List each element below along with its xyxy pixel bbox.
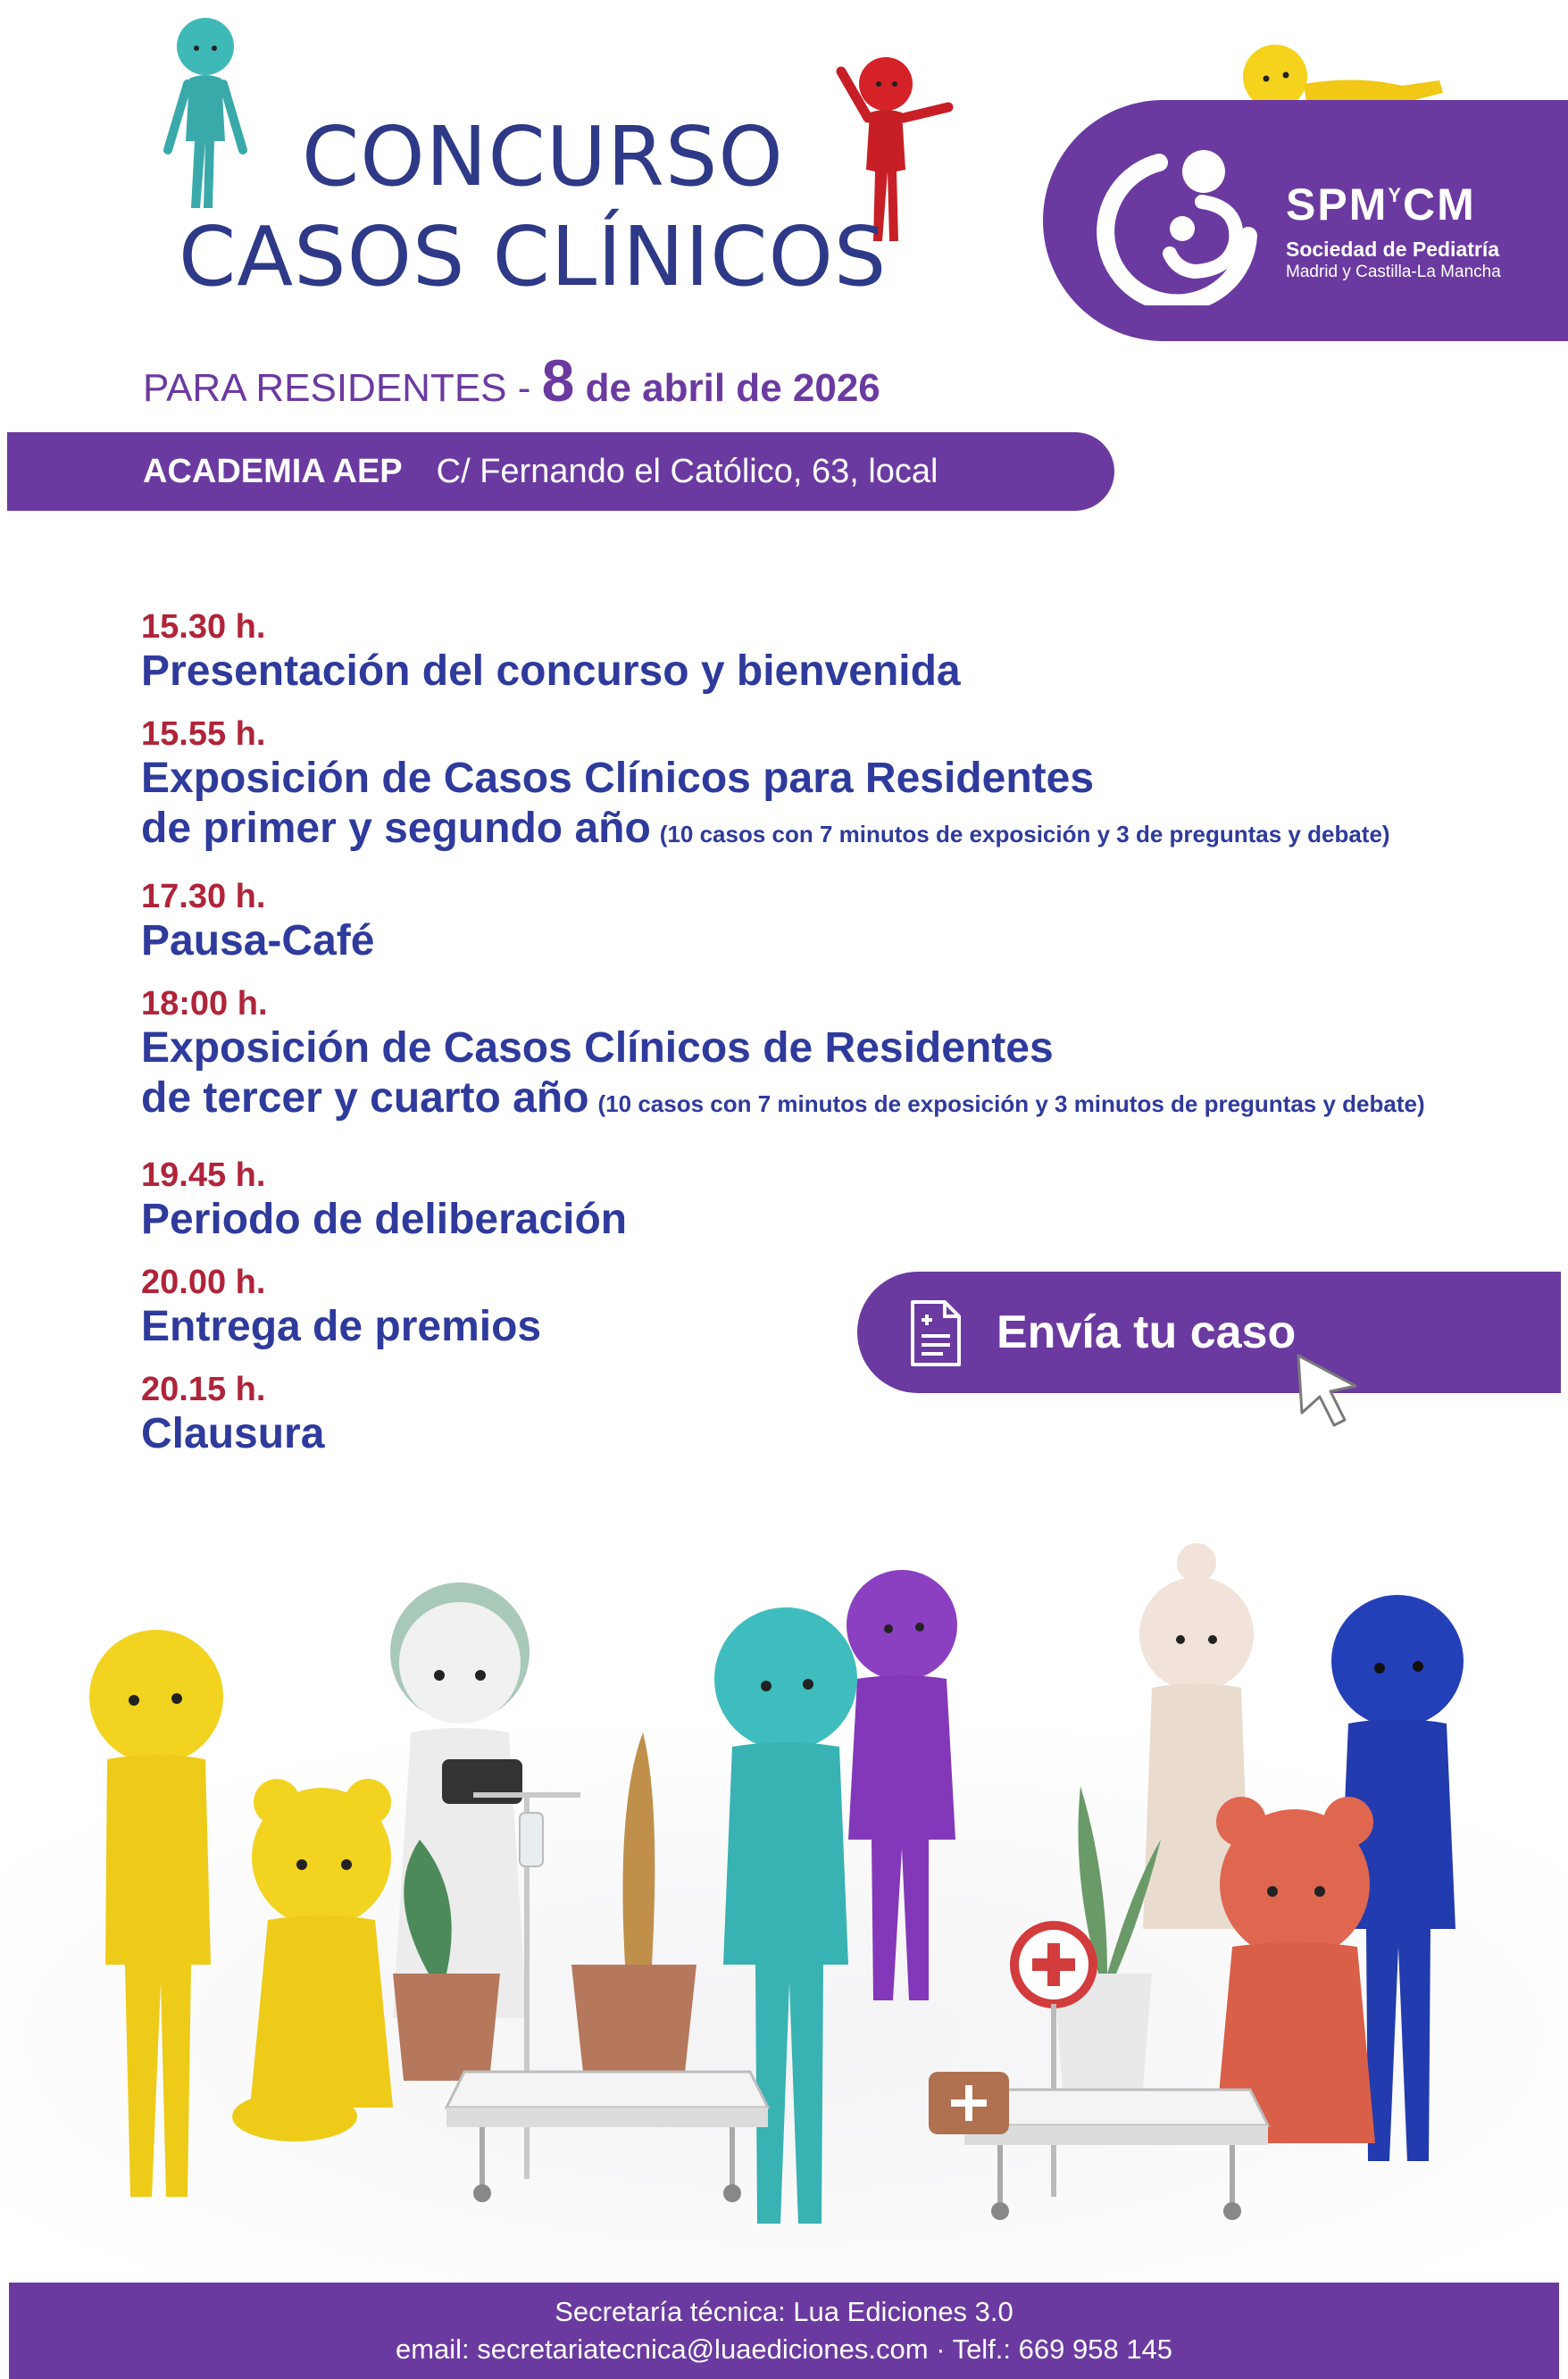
program-event: Exposición de Casos Clínicos de Residentes <box>141 1024 1054 1072</box>
program-event: Pausa-Café <box>141 917 375 964</box>
cursor-arrow-icon <box>1293 1350 1364 1431</box>
nurse-figure-icon <box>390 1582 530 2018</box>
program-event: Clausura <box>141 1410 325 1457</box>
send-case-label: Envía tu caso <box>997 1306 1297 1358</box>
title-line-1: CONCURSO <box>302 109 784 205</box>
title-line-2: CASOS CLÍNICOS <box>179 209 888 305</box>
program-item <box>141 1156 1480 1245</box>
program-time: 20.00 h. <box>141 1264 266 1301</box>
program-time: 17.30 h. <box>141 878 266 915</box>
program-item <box>141 607 1480 697</box>
venue-address: C/ Fernando el Católico, 63, local <box>436 453 938 490</box>
footer-contact <box>9 2283 1559 2379</box>
program-event: Entrega de premios <box>141 1303 542 1350</box>
program-event: Periodo de deliberación <box>141 1196 628 1243</box>
footer-contact-line: email: secretariatecnica@luaediciones.com · Telf.: 669 958 145 <box>395 2333 1173 2365</box>
document-icon <box>907 1298 964 1368</box>
subtitle-prefix: PARA RESIDENTES - <box>143 366 531 410</box>
program-note: (10 casos con 7 minutos de exposición y 3 de preguntas y debate) <box>659 821 1390 847</box>
logo-society-name: Sociedad de Pediatría <box>1286 238 1500 261</box>
logo-text <box>1286 170 1501 282</box>
event-title <box>143 107 947 307</box>
mother-child-logo-icon <box>1097 136 1266 305</box>
program-event: Exposición de Casos Clínicos para Residentes <box>141 755 1095 802</box>
send-case-button[interactable] <box>857 1272 1561 1393</box>
venue-name: ACADEMIA AEP <box>143 453 403 490</box>
hospital-figures-illustration <box>0 1465 1568 2286</box>
logo-abbreviation: $SPM^YCM$ <box>1286 179 1476 230</box>
program-event-line-2: de tercer y cuarto año (10 casos con 7 minutos de exposición y 3 minutos de preguntas y debate) <box>141 1074 1425 1122</box>
subtitle-date: de abril de 2026 <box>585 366 880 410</box>
venue-bar <box>7 432 1114 511</box>
program-event: Presentación del concurso y bienvenida <box>141 647 961 695</box>
program-item <box>141 877 1480 966</box>
program-time: 20.15 h. <box>141 1371 266 1408</box>
footer-secretariat: Secretaría técnica: Lua Ediciones 3.0 <box>555 2296 1013 2327</box>
first-aid-kit-icon <box>929 2072 1009 2134</box>
program-note: (10 casos con 7 minutos de exposición y 3 minutos de preguntas y debate) <box>597 1090 1425 1117</box>
program-time: 15.55 h. <box>141 715 266 753</box>
society-logo <box>1043 100 1568 341</box>
event-subtitle <box>143 348 880 421</box>
program-event-line-2: de primer y segundo año (10 casos con 7 minutos de exposición y 3 de preguntas y debate) <box>141 805 1390 852</box>
program-item <box>141 714 1480 859</box>
logo-region: Madrid y Castilla-La Mancha <box>1286 263 1501 281</box>
subtitle-day: 8 <box>541 347 575 413</box>
program-time: 19.45 h. <box>141 1156 266 1194</box>
program-item <box>141 984 1480 1129</box>
program-time: 18:00 h. <box>141 985 268 1023</box>
program-time: 15.30 h. <box>141 608 266 646</box>
